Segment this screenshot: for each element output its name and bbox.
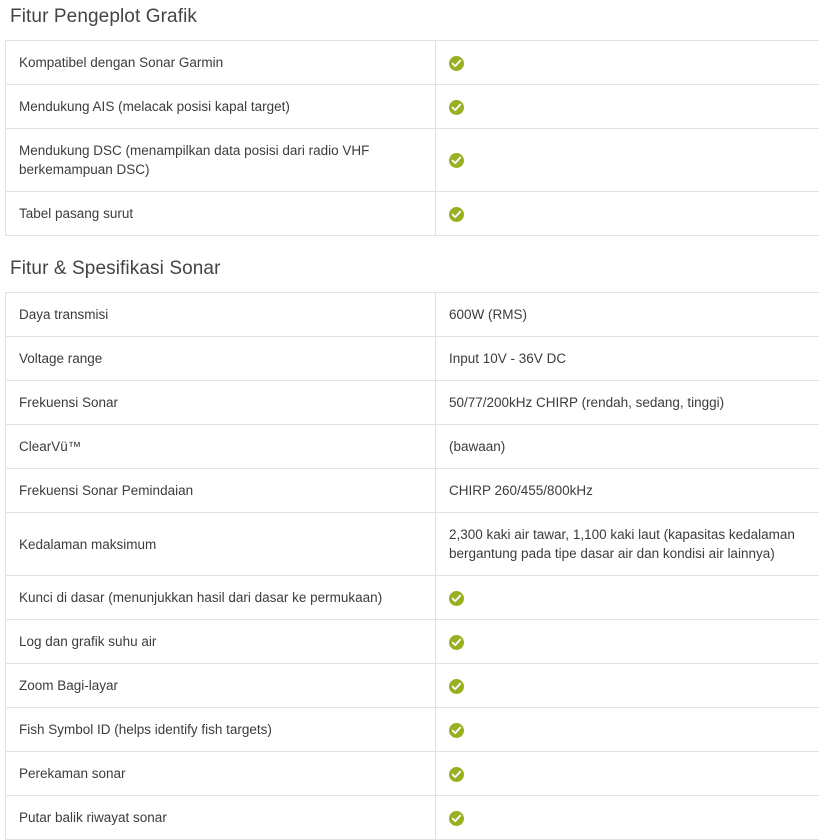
table-row [6,708,819,752]
table-row [6,576,819,620]
table-row [6,129,819,192]
spec-value [436,381,819,425]
spec-label: ClearVü™ [6,425,436,469]
spec-value-text: 600W (RMS) [449,305,819,324]
check-circle-icon [449,591,464,606]
spec-label: Mendukung AIS (melacak posisi kapal target) [6,85,436,129]
table-row [6,469,819,513]
table-row [6,293,819,337]
table-row [6,85,819,129]
spec-label: Kunci di dasar (menunjukkan hasil dari dasar ke permukaan) [6,576,436,620]
spec-label: Kompatibel dengan Sonar Garmin [6,41,436,85]
spec-value [436,708,819,752]
spec-value-text: (bawaan) [449,437,819,456]
spec-value [436,576,819,620]
spec-value [436,337,819,381]
spec-value [436,425,819,469]
spec-section [0,236,819,840]
spec-table [5,40,819,236]
spec-value [436,293,819,337]
spec-value [436,85,819,129]
spec-label: Voltage range [6,337,436,381]
section-title: Fitur Pengeplot Grafik [0,0,819,40]
spec-label: Putar balik riwayat sonar [6,796,436,840]
table-row [6,192,819,236]
section-title: Fitur & Spesifikasi Sonar [0,236,819,292]
spec-label: Frekuensi Sonar [6,381,436,425]
table-row [6,664,819,708]
spec-value-text: Input 10V - 36V DC [449,349,819,368]
table-row [6,337,819,381]
spec-value-text: 2,300 kaki air tawar, 1,100 kaki laut (kapasitas kedalaman bergantung pada tipe dasar air dan kondisi air lainnya) [449,525,819,563]
table-row [6,381,819,425]
spec-label: Kedalaman maksimum [6,513,436,576]
spec-label: Mendukung DSC (menampilkan data posisi dari radio VHF berkemampuan DSC) [6,129,436,192]
spec-value [436,752,819,796]
spec-section [0,0,819,236]
spec-value [436,41,819,85]
spec-label: Perekaman sonar [6,752,436,796]
table-row [6,620,819,664]
check-circle-icon [449,679,464,694]
check-circle-icon [449,207,464,222]
table-row [6,796,819,840]
spec-label: Log dan grafik suhu air [6,620,436,664]
spec-value [436,192,819,236]
spec-table [5,292,819,840]
spec-label: Daya transmisi [6,293,436,337]
spec-value [436,469,819,513]
spec-value [436,129,819,192]
table-row [6,513,819,576]
spec-value [436,796,819,840]
check-circle-icon [449,723,464,738]
spec-label: Fish Symbol ID (helps identify fish targets) [6,708,436,752]
spec-value-text: CHIRP 260/455/800kHz [449,481,819,500]
check-circle-icon [449,100,464,115]
spec-value [436,620,819,664]
check-circle-icon [449,635,464,650]
check-circle-icon [449,56,464,71]
table-row [6,41,819,85]
check-circle-icon [449,811,464,826]
check-circle-icon [449,767,464,782]
spec-label: Zoom Bagi-layar [6,664,436,708]
spec-value [436,513,819,576]
table-row [6,425,819,469]
spec-label: Tabel pasang surut [6,192,436,236]
table-row [6,752,819,796]
spec-value-text: 50/77/200kHz CHIRP (rendah, sedang, tinggi) [449,393,819,412]
spec-value [436,664,819,708]
check-circle-icon [449,153,464,168]
spec-label: Frekuensi Sonar Pemindaian [6,469,436,513]
